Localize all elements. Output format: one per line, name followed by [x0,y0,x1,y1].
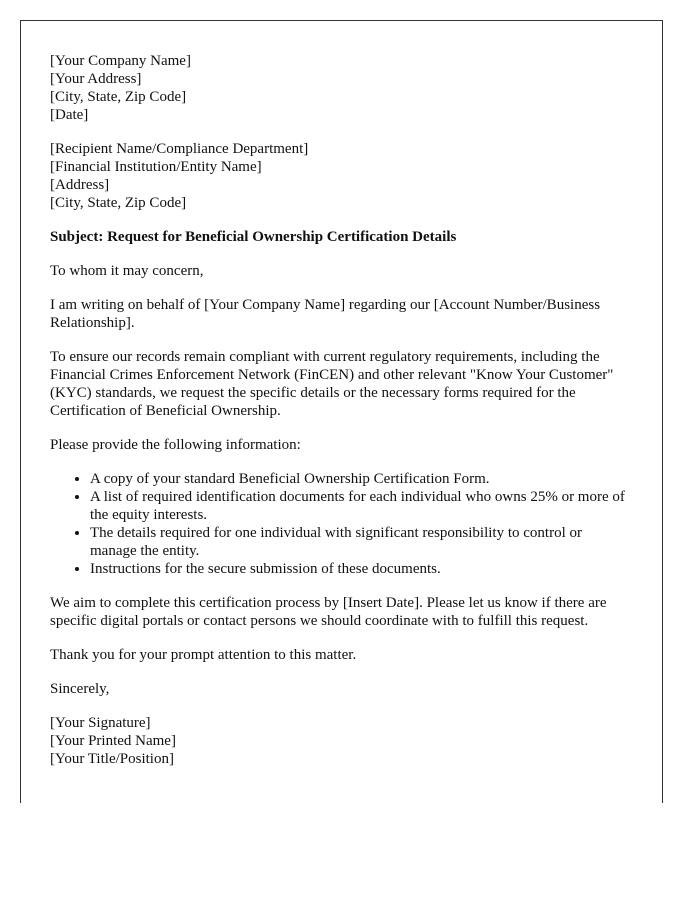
signature: [Your Signature] [50,715,151,731]
sender-block [50,52,632,124]
list-item: • A list of required identification documents for each individual who owns 25% or more of the equity interests. [90,488,632,524]
list-item: • A copy of your standard Beneficial Ownership Certification Form. [90,470,632,488]
salutation: To whom it may concern, [50,263,204,279]
body-paragraph: To ensure our records remain compliant with current regulatory requirements, including the Financial Crimes Enforcement Network (FinCEN) and other relevant "Know Your Customer" (KYC) standards, we request the specific details or the necessary forms required for the Certification of Beneficial Ownership. [50,349,614,419]
recipient-address: [Address] [50,177,110,193]
letter-date: [Date] [50,107,89,123]
closing-paragraph: Thank you for your prompt attention to this matter. [50,647,357,663]
body-paragraph: Please provide the following information: [50,437,301,453]
list-item: • The details required for one individual with significant responsibility to control or manage the entity. [90,524,632,560]
signoff: Sincerely, [50,681,110,697]
body-paragraph: I am writing on behalf of [Your Company Name] regarding our [Account Number/Business Relationship]. [50,297,601,331]
sender-city: [City, State, Zip Code] [50,89,187,105]
title-position: [Your Title/Position] [50,751,174,767]
list-item: • Instructions for the secure submission of these documents. [90,560,632,578]
recipient-block [50,140,632,212]
recipient-city: [City, State, Zip Code] [50,195,187,211]
recipient-name: [Recipient Name/Compliance Department] [50,141,309,157]
subject-line: Subject: Request for Beneficial Ownership Certification Details [50,229,457,245]
signature-block [50,714,632,768]
requested-info-list [50,470,632,578]
printed-name: [Your Printed Name] [50,733,176,749]
recipient-institution: [Financial Institution/Entity Name] [50,159,262,175]
sender-company: [Your Company Name] [50,53,191,69]
letter-page [20,20,663,803]
sender-address: [Your Address] [50,71,142,87]
closing-paragraph: We aim to complete this certification process by [Insert Date]. Please let us know if there are specific digital portals or contact persons we should coordinate with to fulfill this request. [50,595,607,629]
